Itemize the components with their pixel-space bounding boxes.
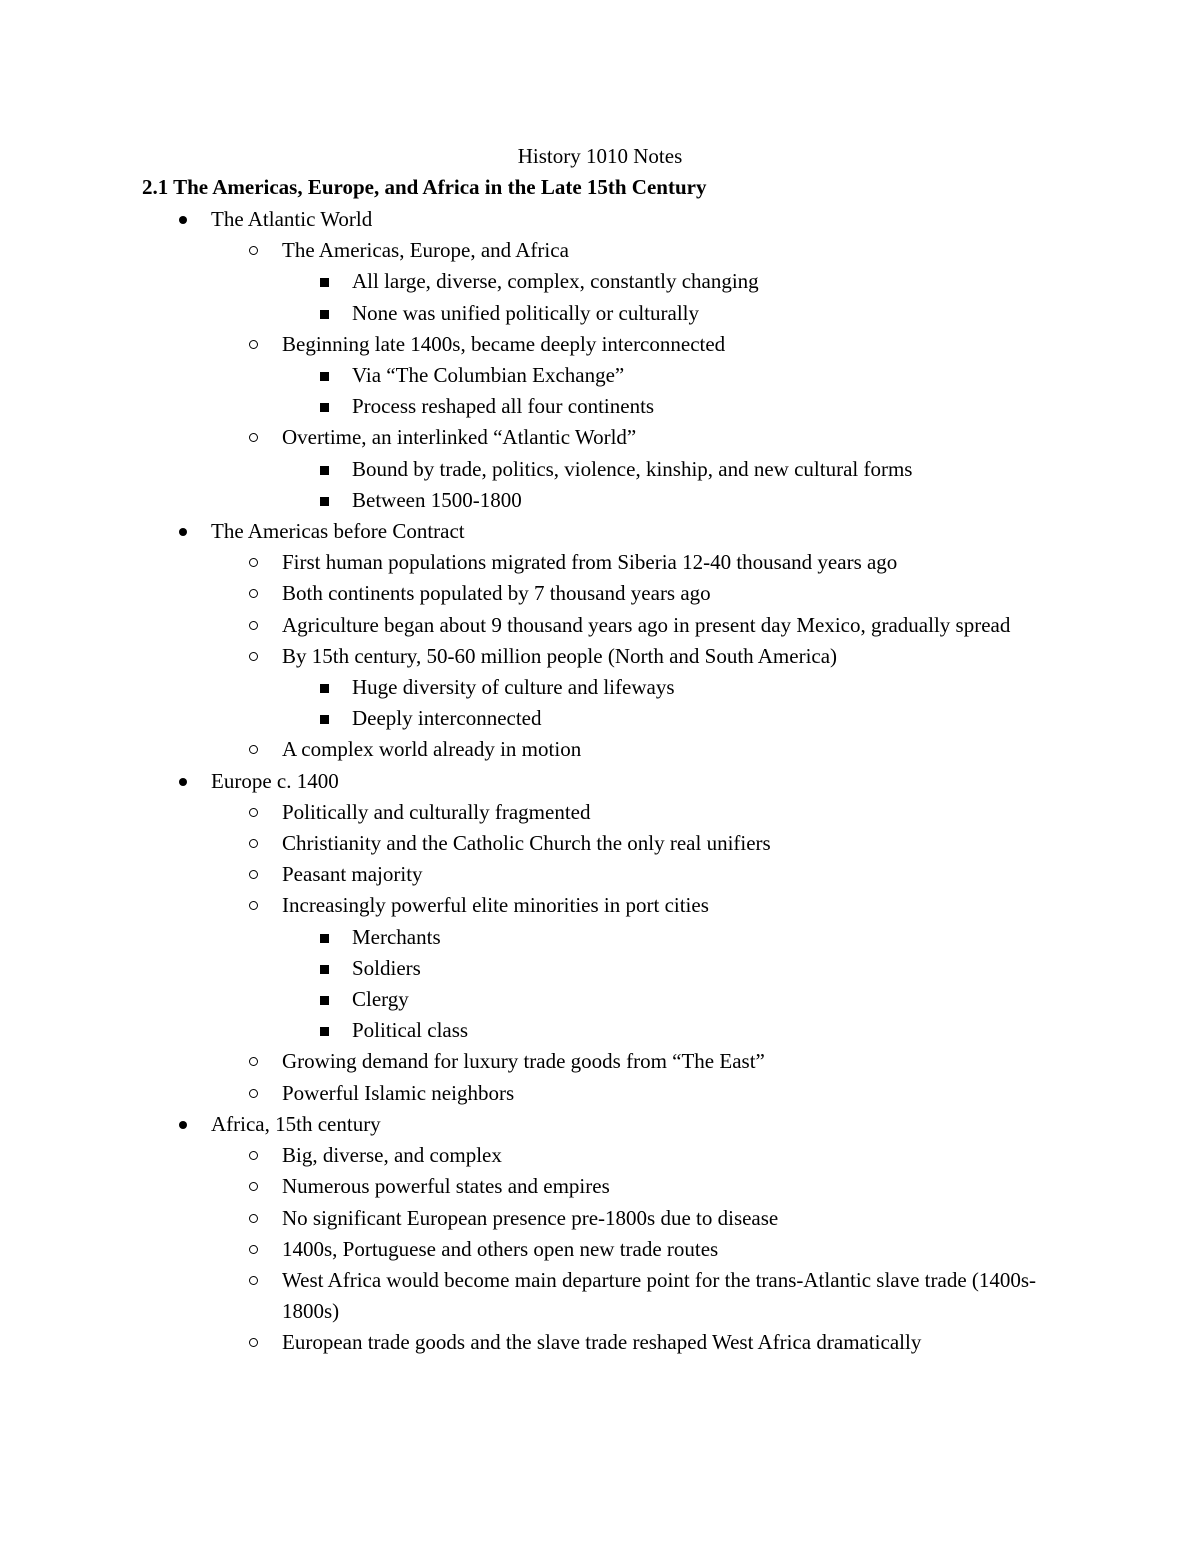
- subbullet: [0, 828, 1200, 859]
- bullet-circle-icon: [249, 433, 258, 442]
- subbullet: [0, 1046, 1200, 1077]
- bullet-circle-icon: [249, 1276, 258, 1285]
- subbullet: [0, 859, 1200, 890]
- notes-outline: [0, 204, 1200, 1359]
- detail-point: [0, 1015, 1200, 1046]
- detail-text: Deeply interconnected: [352, 706, 542, 731]
- subbullet-text: A complex world already in motion: [282, 737, 582, 762]
- bullet-text: Europe c. 1400: [211, 768, 339, 793]
- detail-point: [0, 984, 1200, 1015]
- detail-point: [0, 922, 1200, 953]
- subbullet: [0, 1327, 1200, 1358]
- bullet-square-icon: [320, 996, 329, 1005]
- detail-text: Soldiers: [352, 955, 421, 980]
- subbullet-text: Beginning late 1400s, became deeply interconnected: [282, 331, 726, 356]
- subbullet-text: The Americas, Europe, and Africa: [282, 238, 569, 263]
- subbullet-text: 1400s, Portuguese and others open new trade routes: [282, 1236, 719, 1261]
- detail-text: Process reshaped all four continents: [352, 394, 655, 419]
- subbullet: [0, 1171, 1200, 1202]
- bullet-circle-icon: [249, 1214, 258, 1223]
- document-title: History 1010 Notes: [517, 144, 683, 168]
- subbullet-population: [0, 641, 1200, 672]
- bullet-square-icon: [320, 403, 329, 412]
- detail-point: [0, 266, 1200, 297]
- subbullet-americas-europe-africa: [0, 235, 1200, 266]
- bullet-disc-icon: [179, 1121, 187, 1129]
- bullet-text: The Atlantic World: [211, 207, 373, 231]
- bullet-disc-icon: [179, 216, 187, 224]
- subbullet-text: Christianity and the Catholic Church the only real unifiers: [282, 831, 771, 856]
- bullet-circle-icon: [249, 1338, 258, 1347]
- bullet-circle-icon: [249, 808, 258, 817]
- bullet-disc-icon: [179, 528, 187, 536]
- subbullet-text: Peasant majority: [282, 862, 423, 887]
- bullet-circle-icon: [249, 745, 258, 754]
- subbullet-text: First human populations migrated from Siberia 12-40 thousand years ago: [282, 550, 898, 575]
- subbullet-interconnected: [0, 329, 1200, 360]
- bullet-circle-icon: [249, 652, 258, 661]
- detail-text: Political class: [352, 1018, 469, 1043]
- bullet-circle-icon: [249, 901, 258, 910]
- bullet-square-icon: [320, 497, 329, 506]
- subbullet-text: Big, diverse, and complex: [282, 1143, 502, 1168]
- subbullet: [0, 1234, 1200, 1265]
- bullet-circle-icon: [249, 558, 258, 567]
- subbullet-text: West Africa would become main departure point for the trans-Atlantic slave trade (1400s-1800s): [282, 1267, 1037, 1324]
- bullet-circle-icon: [249, 1057, 258, 1066]
- subbullet: [0, 797, 1200, 828]
- detail-text: All large, diverse, complex, constantly changing: [352, 269, 759, 294]
- bullet-africa: [0, 1109, 1200, 1140]
- bullet-circle-icon: [249, 839, 258, 848]
- detail-point: [0, 360, 1200, 391]
- subbullet: [0, 734, 1200, 765]
- subbullet-text: Both continents populated by 7 thousand years ago: [282, 581, 711, 606]
- detail-point: [0, 672, 1200, 703]
- subbullet: [0, 1203, 1200, 1234]
- bullet-square-icon: [320, 715, 329, 724]
- section-heading: 2.1 The Americas, Europe, and Africa in the Late 15th Century: [142, 175, 707, 199]
- detail-text: Clergy: [352, 987, 409, 1012]
- subbullet-atlantic-world-label: [0, 422, 1200, 453]
- subbullet-text: Numerous powerful states and empires: [282, 1174, 610, 1199]
- bullet-disc-icon: [179, 778, 187, 786]
- bullet-circle-icon: [249, 246, 258, 255]
- bullet-circle-icon: [249, 340, 258, 349]
- subbullet: [0, 578, 1200, 609]
- bullet-square-icon: [320, 1027, 329, 1036]
- detail-text: Huge diversity of culture and lifeways: [352, 675, 675, 700]
- bullet-circle-icon: [249, 621, 258, 630]
- bullet-atlantic-world: [0, 204, 1200, 235]
- detail-point: [0, 298, 1200, 329]
- subbullet-text: Overtime, an interlinked “Atlantic World”: [282, 425, 637, 450]
- detail-point: [0, 485, 1200, 516]
- detail-text: Bound by trade, politics, violence, kinship, and new cultural forms: [352, 456, 913, 481]
- detail-text: Between 1500-1800: [352, 487, 522, 512]
- bullet-square-icon: [320, 278, 329, 287]
- detail-point: [0, 454, 1200, 485]
- detail-text: Merchants: [352, 924, 441, 949]
- bullet-europe: [0, 766, 1200, 797]
- bullet-circle-icon: [249, 1182, 258, 1191]
- subbullet-text: Politically and culturally fragmented: [282, 799, 591, 824]
- bullet-text: Africa, 15th century: [211, 1111, 381, 1136]
- subbullet-text: Agriculture began about 9 thousand years ago in present day Mexico, gradually spread: [282, 612, 1011, 637]
- subbullet: [0, 610, 1052, 641]
- detail-text: None was unified politically or culturally: [352, 300, 699, 325]
- detail-point: [0, 703, 1200, 734]
- subbullet-text: European trade goods and the slave trade reshaped West Africa dramatically: [282, 1330, 922, 1355]
- bullet-circle-icon: [249, 1151, 258, 1160]
- bullet-americas: [0, 516, 1200, 547]
- subbullet: [0, 547, 1200, 578]
- subbullet-text: Increasingly powerful elite minorities in port cities: [282, 893, 709, 918]
- bullet-square-icon: [320, 934, 329, 943]
- bullet-square-icon: [320, 372, 329, 381]
- subbullet-elites: [0, 890, 1200, 921]
- subbullet-text: By 15th century, 50-60 million people (North and South America): [282, 643, 838, 668]
- detail-point: [0, 391, 1200, 422]
- subbullet-text: Growing demand for luxury trade goods from “The East”: [282, 1049, 765, 1074]
- subbullet-text: No significant European presence pre-1800s due to disease: [282, 1205, 779, 1230]
- detail-point: [0, 953, 1200, 984]
- subbullet: [0, 1140, 1200, 1171]
- bullet-circle-icon: [249, 1089, 258, 1098]
- bullet-circle-icon: [249, 870, 258, 879]
- bullet-circle-icon: [249, 589, 258, 598]
- bullet-text: The Americas before Contract: [211, 519, 465, 544]
- subbullet: [0, 1265, 1052, 1327]
- bullet-square-icon: [320, 684, 329, 693]
- subbullet: [0, 1078, 1200, 1109]
- bullet-square-icon: [320, 466, 329, 475]
- bullet-square-icon: [320, 965, 329, 974]
- subbullet-text: Powerful Islamic neighbors: [282, 1080, 515, 1105]
- bullet-square-icon: [320, 310, 329, 319]
- bullet-circle-icon: [249, 1245, 258, 1254]
- detail-text: Via “The Columbian Exchange”: [352, 363, 625, 388]
